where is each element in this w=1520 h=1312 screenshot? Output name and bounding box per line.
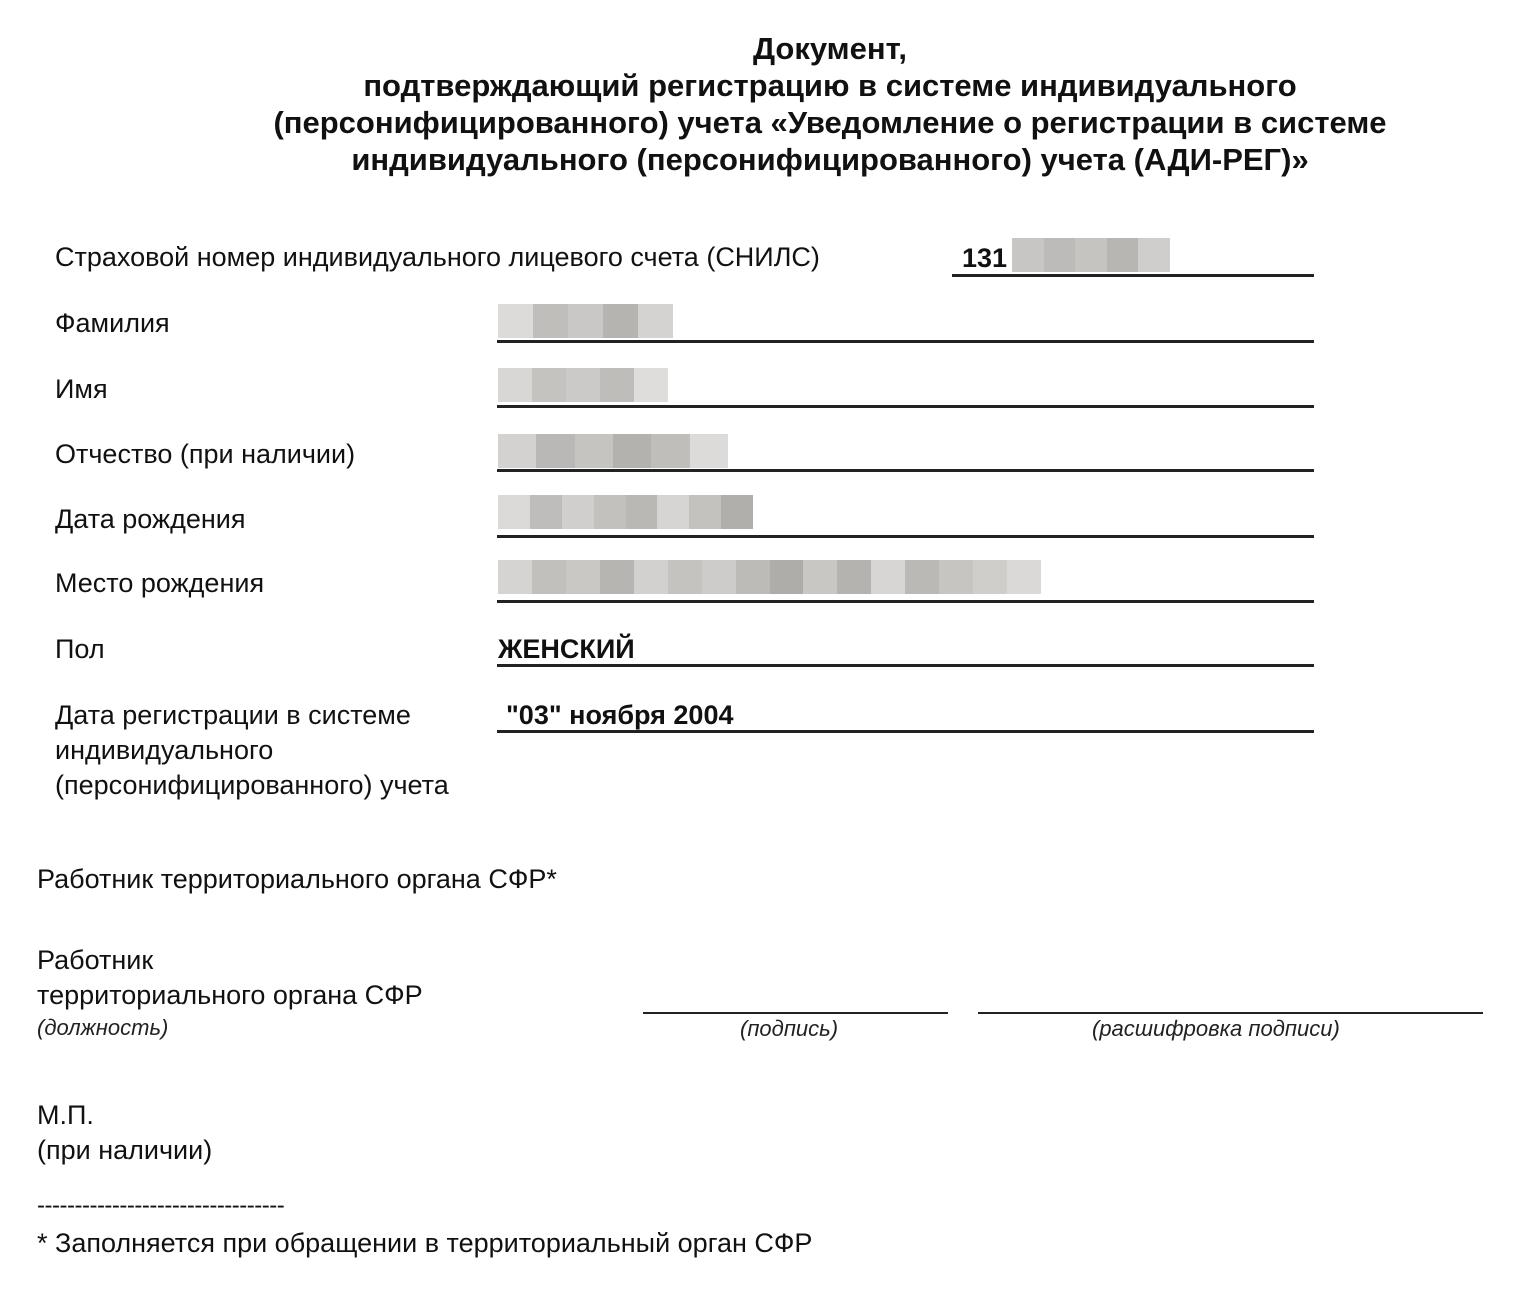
- snils-redacted: [1012, 238, 1170, 272]
- title-line-2: подтверждающий регистрацию в системе индивидуального: [363, 68, 1297, 103]
- snils-underline: [952, 274, 1314, 277]
- signature-caption: (подпись): [740, 1016, 839, 1041]
- name-label: Имя: [55, 374, 108, 404]
- snils-label: Страховой номер индивидуального лицевого счета (СНИЛС): [55, 242, 820, 272]
- reg-date-label-line2: индивидуального: [55, 735, 274, 765]
- name-redacted: [498, 368, 668, 402]
- title-line-4: индивидуального (персонифицированного) учета (АДИ-РЕГ)»: [351, 142, 1309, 177]
- reg-date-label-line1: Дата регистрации в системе: [55, 700, 411, 730]
- birth-date-redacted: [498, 495, 753, 529]
- gender-label: Пол: [55, 634, 105, 664]
- birth-date-label: Дата рождения: [55, 504, 246, 534]
- title-line-3: (персонифицированного) учета «Уведомление о регистрации в системе: [273, 105, 1387, 140]
- decode-line: [978, 1012, 1483, 1014]
- stamp-line-2: (при наличии): [37, 1135, 213, 1165]
- position-caption: (должность): [37, 1015, 169, 1040]
- reg-date-value: "03" ноября 2004: [506, 700, 734, 730]
- reg-date-label-line3: (персонифицированного) учета: [55, 770, 449, 800]
- worker-heading: Работник территориального органа СФР*: [37, 864, 557, 894]
- stamp-line-1: М.П.: [37, 1100, 94, 1130]
- gender-underline: [497, 664, 1314, 667]
- reg-date-underline: [497, 730, 1314, 733]
- title-line-1: Документ,: [752, 31, 908, 66]
- worker-line-2: территориального органа СФР: [37, 980, 423, 1010]
- birth-date-underline: [497, 535, 1314, 538]
- surname-underline: [497, 340, 1314, 343]
- name-underline: [497, 405, 1314, 408]
- birth-place-label: Место рождения: [55, 568, 265, 598]
- birth-place-redacted: [498, 560, 1041, 594]
- decode-caption: (расшифровка подписи): [1092, 1016, 1340, 1041]
- footnote-text: * Заполняется при обращении в территориальный орган СФР: [37, 1228, 813, 1258]
- patronymic-label: Отчество (при наличии): [55, 439, 356, 469]
- worker-line-1: Работник: [37, 945, 154, 975]
- patronymic-redacted: [498, 434, 728, 468]
- surname-label: Фамилия: [55, 308, 170, 338]
- patronymic-underline: [497, 469, 1314, 472]
- birth-place-underline: [497, 600, 1314, 603]
- signature-line: [643, 1012, 948, 1014]
- document-title: [150, 30, 1510, 178]
- surname-redacted: [498, 304, 673, 338]
- snils-value: 131: [962, 243, 1008, 273]
- footnote-separator: ---------------------------------: [37, 1192, 285, 1219]
- gender-value: ЖЕНСКИЙ: [498, 634, 635, 664]
